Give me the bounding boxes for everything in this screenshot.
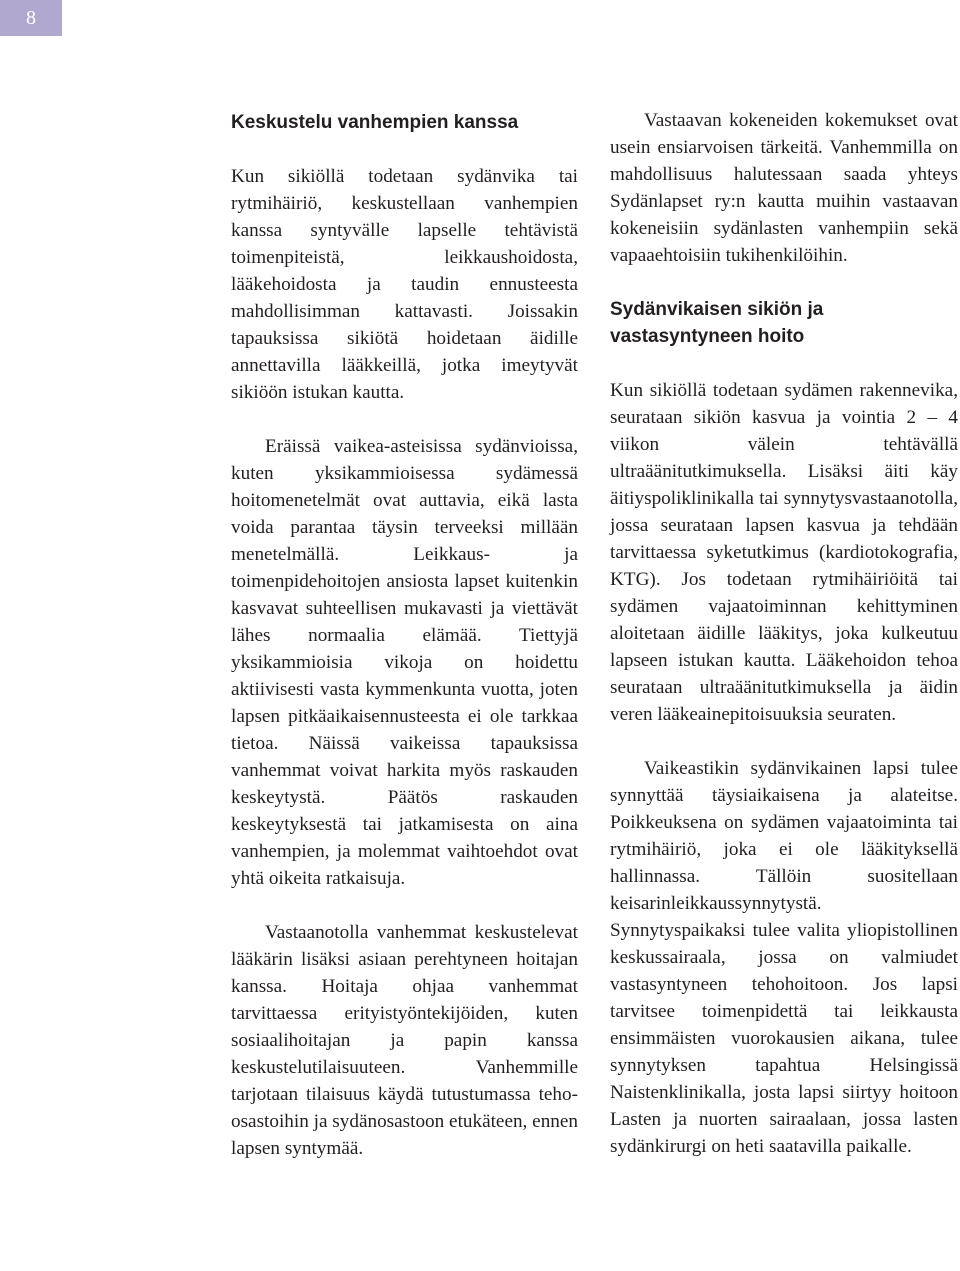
paragraph: Vaikeastikin sydänvikainen lapsi tulee synnyttää täysiaikaisena ja alateitse. Poikkeuksena on sydämen vajaatoiminta tai rytmihäiriö, joka ei ole lääkityksellä hallinnassa. Tällöin suositellaan keisarinleikkaussynnytystä. Synnytyspaikaksi tulee valita yliopistollinen keskussairaala, jossa on valmiudet vastasyntyneen tehohoitoon. Jos lapsi tarvitsee toimenpidettä tai leikkausta ensimmäisten vuorokausien aikana, tulee synnytyksen tapahtua Helsingissä Naistenklinikalla, josta lapsi siirtyy hoitoon Lasten ja nuorten sairaalaan, jossa lasten sydänkirurgi on heti saatavilla paikalle. <box>610 758 958 1157</box>
section-heading-care: Sydänvikaisen sikiön ja vastasyntyneen hoito <box>610 299 824 347</box>
section-heading-discussion: Keskustelu vanhempien kanssa <box>231 112 519 133</box>
paragraph: Vastaanotolla vanhemmat keskustelevat lääkärin lisäksi asiaan perehtyneen hoitajan kanssa. Hoitaja ohjaa vanhemmat tarvittaessa erityistyöntekijöiden, kuten sosiaalihoitajan ja papin kanssa keskustelutilaisuuteen. Vanhemmille tarjotaan tilaisuus käydä tutustumassa teho-osastoihin ja sydänosastoon etukäteen, ennen lapsen syntymää. <box>231 922 578 1159</box>
paragraph: Kun sikiöllä todetaan sydänvika tai rytmihäiriö, keskustellaan vanhempien kanssa syntyvälle lapselle tehtävistä toimenpiteistä, leikkaushoidosta, lääkehoidosta ja taudin ennusteesta mahdollisimman kattavasti. Joissakin tapauksissa sikiötä hoidetaan äidille annettavilla lääkkeillä, jotka imeytyvät sikiöön istukan kautta. <box>231 166 578 403</box>
left-column <box>231 107 578 1162</box>
right-column <box>610 107 958 1160</box>
paragraph: Vastaavan kokeneiden kokemukset ovat usein ensiarvoisen tärkeitä. Vanhemmilla on mahdollisuus halutessaan saada yhteys Sydänlapset ry:n kautta muihin vastaavan kokeneisiin sydänlasten vanhempiin sekä vapaaehtoisiin tukihenkilöihin. <box>610 110 958 266</box>
page-number: 8 <box>0 0 62 36</box>
paragraph: Eräissä vaikea-asteisissa sydänvioissa, kuten yksikammioisessa sydämessä hoitomenetelmät ovat auttavia, eikä lasta voida parantaa täysin terveeksi millään menetelmällä. Leikkaus- ja toimenpidehoitojen ansiosta lapset kuitenkin kasvavat suhteellisen mukavasti ja viettävät lähes normaalia elämää. Tiettyjä yksikammioisia vikoja on hoidettu aktiivisesti vasta kymmenkunta vuotta, joten lapsen pitkäaikaisennusteesta ei ole tarkkaa tietoa. Näissä vaikeissa tapauksissa vanhemmat voivat harkita myös raskauden keskeytystä. Päätös raskauden keskeytyksestä tai jatkamisesta on aina vanhempien, ja molemmat vaihtoehdot ovat yhtä oikeita ratkaisuja. <box>231 436 578 889</box>
paragraph: Kun sikiöllä todetaan sydämen rakennevika, seurataan sikiön kasvua ja vointia 2 – 4 viikon välein tehtävällä ultraäänitutkimuksella. Lisäksi äiti käy äitiyspoliklinikalla tai synnytysvastaanotolla, jossa seurataan lapsen kasvua ja tehdään tarvittaessa syketutkimus (kardiotokografia, KTG). Jos todetaan rytmihäiriöitä tai sydämen vajaatoiminnan kehittyminen aloitetaan äidille lääkitys, joka kulkeutuu lapseen istukan kautta. Lääkehoidon tehoa seurataan ultraäänitutkimuksella ja äidin veren lääkeainepitoisuuksia seuraten. <box>610 380 958 725</box>
